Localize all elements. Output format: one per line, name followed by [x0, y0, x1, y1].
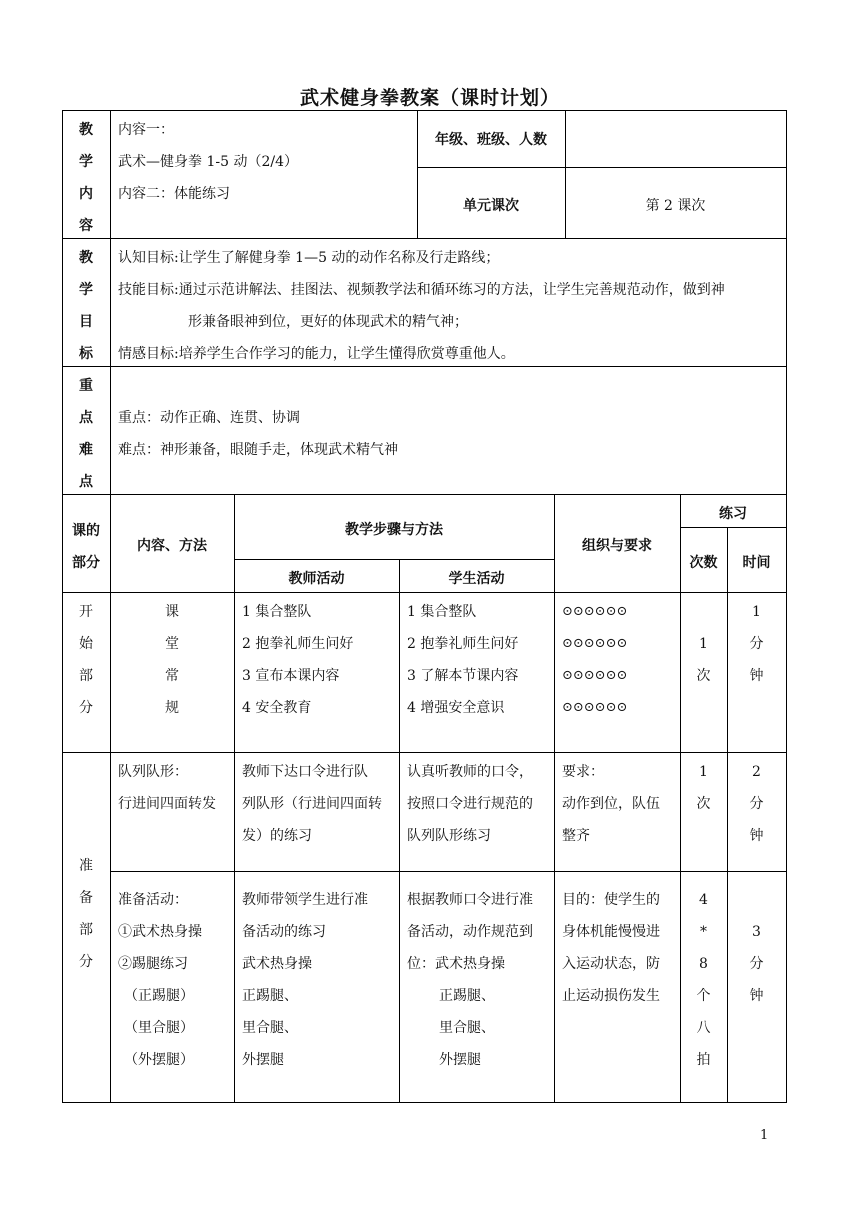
- row-warmup-duration: 3 分 钟: [749, 924, 764, 1004]
- key-focus: 重点：动作正确、连贯、协调: [118, 410, 300, 426]
- header-times: 次数: [689, 555, 718, 571]
- key-text: [118, 402, 783, 466]
- goal-emotion: 情感目标:培养学生合作学习的能力，让学生懂得欣赏尊重他人。: [118, 346, 515, 362]
- header-teacher: 教师活动: [288, 571, 345, 587]
- row-start-content: 课 堂 常 规: [165, 604, 179, 716]
- header-student: 学生活动: [448, 571, 505, 587]
- header-part: 课的 部分: [72, 523, 100, 571]
- goal-skill: 技能目标:通过示范讲解法、挂图法、视频教学法和循环练习的方法，让学生完善规范动作，做到神: [118, 282, 725, 298]
- row-start-duration: 1 分 钟: [749, 604, 764, 684]
- content-lines: 内容一： 武术—健身拳 1-5 动（2/4） 内容二：体能练习: [118, 122, 298, 202]
- page-number: 1: [760, 1128, 769, 1143]
- row-start-teacher: 1 集合整队 2 抱拳礼师生问好 3 宣布本课内容 4 安全教育: [242, 604, 354, 716]
- row-drill-teacher: 教师下达口令进行队 列队形（行进间四面转 发）的练习: [242, 764, 382, 844]
- row-warmup-student: 根据教师口令进行准 备活动，动作规范到 位：武术热身操 正踢腿、 里合腿、 外摆腿: [407, 892, 533, 1068]
- key-difficulty: 难点：神形兼备，眼随手走，体现武术精气神: [118, 442, 398, 458]
- header-duration: 时间: [742, 555, 771, 571]
- row-start-org-formation: ⊙⊙⊙⊙⊙⊙ ⊙⊙⊙⊙⊙⊙ ⊙⊙⊙⊙⊙⊙ ⊙⊙⊙⊙⊙⊙: [562, 604, 628, 715]
- row-start-part: 开 始 部 分: [79, 604, 93, 716]
- row-drill-content: 队列队形： 行进间四面转发: [118, 764, 216, 812]
- goals-section-label: 教 学 目 标: [79, 250, 93, 362]
- header-content-method: 内容、方法: [137, 538, 207, 554]
- row-prep-part: 准 备 部 分: [79, 858, 93, 970]
- grade-label: 年级、班级、人数: [435, 132, 547, 148]
- row-drill-org: 要求： 动作到位，队伍 整齐: [562, 764, 660, 844]
- goal-cognitive: 认知目标:让学生了解健身拳 1—5 动的动作名称及行走路线；: [118, 250, 500, 266]
- content-section-label: 教 学 内 容: [79, 122, 93, 234]
- row-start-student: 1 集合整队 2 抱拳礼师生问好 3 了解本节课内容 4 增强安全意识: [407, 604, 519, 716]
- key-section-label: 重 点 难 点: [79, 378, 93, 490]
- page-title: 武术健身拳教案（课时计划）: [299, 87, 560, 109]
- row-warmup-times: 4 * 8 个 八 拍: [696, 892, 711, 1068]
- header-steps: 教学步骤与方法: [345, 522, 443, 538]
- unit-value: 第 2 课次: [645, 198, 706, 214]
- goal-skill-cont: 形兼备眼神到位，更好的体现武术的精气神；: [188, 314, 468, 330]
- unit-label: 单元课次: [463, 198, 519, 214]
- row-drill-student: 认真听教师的口令， 按照口令进行规范的 队列队形练习: [407, 764, 533, 844]
- row-warmup-org: 目的：使学生的 身体机能慢慢进 入运动状态，防 止运动损伤发生: [562, 892, 660, 1004]
- row-drill-times: 1 次: [696, 764, 711, 812]
- header-org: 组织与要求: [582, 538, 652, 554]
- row-start-times: 1 次: [696, 636, 711, 684]
- row-warmup-teacher: 教师带领学生进行准 备活动的练习 武术热身操 正踢腿、 里合腿、 外摆腿: [242, 892, 368, 1068]
- row-warmup-content: 准备活动： ①武术热身操 ②踢腿练习 （正踢腿） （里合腿） （外摆腿）: [118, 892, 202, 1068]
- row-drill-duration: 2 分 钟: [749, 764, 764, 844]
- goals-text: [118, 242, 783, 370]
- header-practice: 练习: [719, 506, 747, 522]
